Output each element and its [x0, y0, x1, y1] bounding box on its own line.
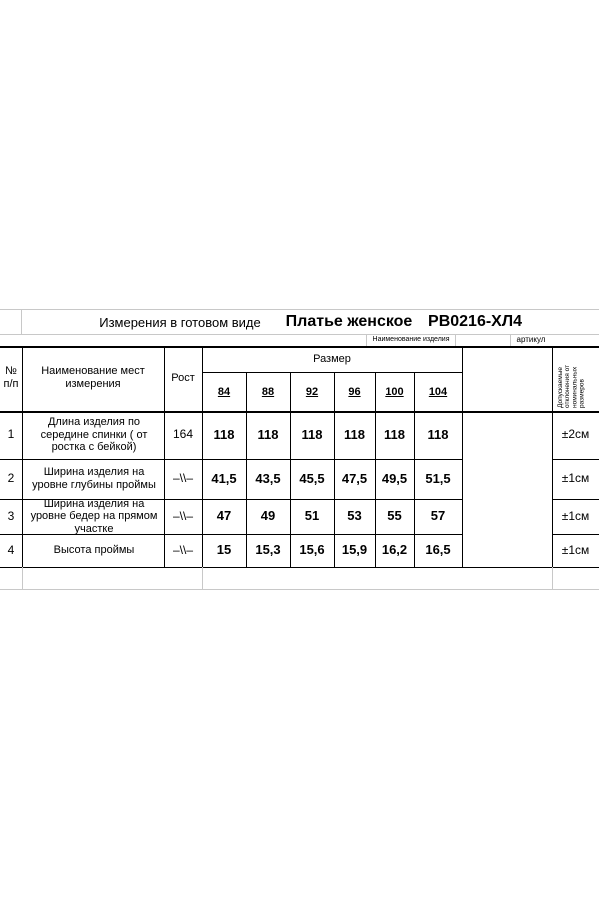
row-number: 3	[7, 508, 15, 523]
measurement-value: 53	[347, 508, 362, 524]
measurement-value: 49	[260, 508, 276, 524]
measurement-value: 118	[213, 426, 235, 442]
grid-line	[0, 346, 599, 348]
measurement-value: 43,5	[255, 470, 281, 486]
measurement-value: 51	[304, 508, 320, 524]
measurement-value: 49,5	[381, 470, 408, 486]
measurement-value: 15,3	[255, 542, 281, 558]
size-header: 96	[348, 385, 361, 398]
measurement-value: 57	[430, 508, 446, 524]
col-header-name: Наименование мест измерения	[41, 365, 145, 390]
measurement-value: 118	[301, 426, 323, 442]
measurement-name: Ширина изделия на уровне бедер на прямом участке	[30, 497, 158, 535]
label-article: артикул	[516, 335, 546, 345]
col-header-height: Рост	[171, 371, 195, 384]
label-product-name: Наименование изделия	[372, 336, 450, 344]
row-tolerance: ±1см	[561, 542, 590, 557]
measurement-value: 118	[427, 426, 449, 442]
size-header: 88	[261, 385, 275, 398]
col-header-no: № п/п	[3, 365, 19, 390]
row-tolerance: ±1см	[561, 508, 590, 523]
row-height: –\\–	[172, 508, 193, 523]
measurement-value: 118	[384, 426, 405, 442]
measurement-name: Длина изделия по середине спинки ( от ростка с бейкой)	[40, 416, 148, 454]
grid-line	[202, 567, 203, 589]
measurement-value: 55	[387, 508, 402, 524]
row-height: –\\–	[172, 542, 193, 557]
measurement-value: 15,6	[299, 542, 325, 558]
measurement-value: 118	[257, 426, 279, 442]
measurement-value: 41,5	[211, 470, 237, 486]
row-tolerance: ±2см	[561, 427, 590, 442]
grid-line	[22, 346, 23, 567]
measurement-value: 16,2	[381, 542, 408, 558]
grid-line	[21, 309, 22, 334]
grid-line	[0, 309, 599, 310]
grid-line	[455, 334, 456, 346]
size-header: 84	[217, 385, 231, 398]
row-number: 2	[7, 471, 15, 486]
grid-line	[202, 372, 462, 373]
col-header-tolerance: Допускаемые отклонения от номинальных размеров	[557, 364, 586, 408]
row-number: 4	[7, 542, 15, 557]
col-header-size: Размер	[313, 352, 351, 365]
measurement-name: Ширина изделия на уровне глубины проймы	[32, 466, 156, 491]
measurement-value: 118	[344, 426, 365, 442]
size-header: 104	[428, 385, 448, 398]
row-height: 164	[172, 427, 194, 442]
measurement-value: 15,9	[341, 542, 368, 558]
row-height: –\\–	[172, 471, 193, 486]
measurement-value: 15	[216, 542, 232, 558]
grid-line	[0, 589, 599, 590]
grid-line	[552, 567, 553, 589]
row-number: 1	[7, 427, 15, 442]
sheet-title: Измерения в готовом виде	[99, 314, 261, 330]
measurement-value: 47	[216, 508, 232, 524]
measurement-value: 51,5	[425, 470, 451, 486]
grid-line	[0, 567, 599, 568]
grid-line	[462, 346, 463, 567]
measurement-value: 16,5	[425, 542, 451, 558]
product-name: Платье женское	[285, 312, 413, 330]
size-header: 92	[305, 385, 319, 398]
measurement-value: 47,5	[341, 470, 368, 486]
measurement-value: 45,5	[299, 470, 325, 486]
row-tolerance: ±1см	[561, 471, 590, 486]
size-header: 100	[385, 385, 404, 398]
measurement-name: Высота проймы	[53, 544, 135, 557]
grid-line	[22, 567, 23, 589]
product-article: PB0216-ХЛ4	[428, 312, 522, 330]
